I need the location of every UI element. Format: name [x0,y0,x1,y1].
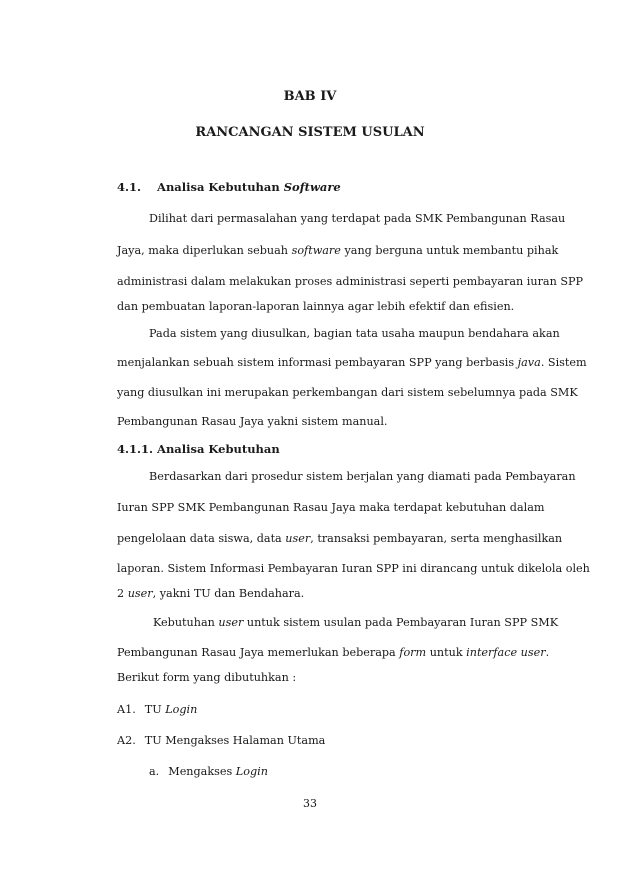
list-item-a2a: a. Mengakses Login [149,765,268,778]
section-title-italic: Software [283,180,341,194]
para3-line5: 2 user, yakni TU dan Bendahara. [117,587,305,600]
para3-line4: laporan. Sistem Informasi Pembayaran Iuran SPP ini dirancang untuk dikelola oleh [117,562,590,575]
para3-line1: Berdasarkan dari prosedur sistem berjalan yang diamati pada Pembayaran [149,470,576,483]
para1-line3: administrasi dalam melakukan proses administrasi seperti pembayaran iuran SPP [117,275,584,288]
para2-line2: menjalankan sebuah sistem informasi pembayaran SPP yang berbasis java. Sistem [117,356,587,369]
para1-line2: Jaya, maka diperlukan sebuah software yang berguna untuk membantu pihak [117,244,559,257]
para4-line1: Kebutuhan user untuk sistem usulan pada Pembayaran Iuran SPP SMK [153,616,559,629]
para2-line1: Pada sistem yang diusulkan, bagian tata usaha maupun bendahara akan [149,327,560,340]
page-number: 33 [303,797,317,810]
para1-line4: dan pembuatan laporan-laporan lainnya agar lebih efektif dan efisien. [117,300,515,313]
section-title: Analisa Kebutuhan [157,180,280,194]
list-item-a2: A2. TU Mengakses Halaman Utama [117,734,326,747]
para4-line3: Berikut form yang dibutuhkan : [117,671,297,684]
subsection-heading: 4.1.1. Analisa Kebutuhan [117,442,280,456]
section-number: 4.1. [117,180,142,194]
para2-line4: Pembangunan Rasau Jaya yakni sistem manual. [117,415,388,428]
para1-line1: Dilihat dari permasalahan yang terdapat pada SMK Pembangunan Rasau [149,212,566,225]
list-item-a1: A1. TU Login [117,703,198,716]
para3-line3: pengelolaan data siswa, data user, transaksi pembayaran, serta menghasilkan [117,532,563,545]
para2-line3: yang diusulkan ini merupakan perkembangan dari sistem sebelumnya pada SMK [117,386,578,399]
chapter-subtitle: RANCANGAN SISTEM USULAN [195,125,425,140]
section-heading [117,180,341,194]
para4-line2: Pembangunan Rasau Jaya memerlukan beberapa form untuk interface user. [117,646,550,659]
chapter-title: BAB IV [283,89,337,104]
para3-line2: Iuran SPP SMK Pembangunan Rasau Jaya maka terdapat kebutuhan dalam [117,501,545,514]
